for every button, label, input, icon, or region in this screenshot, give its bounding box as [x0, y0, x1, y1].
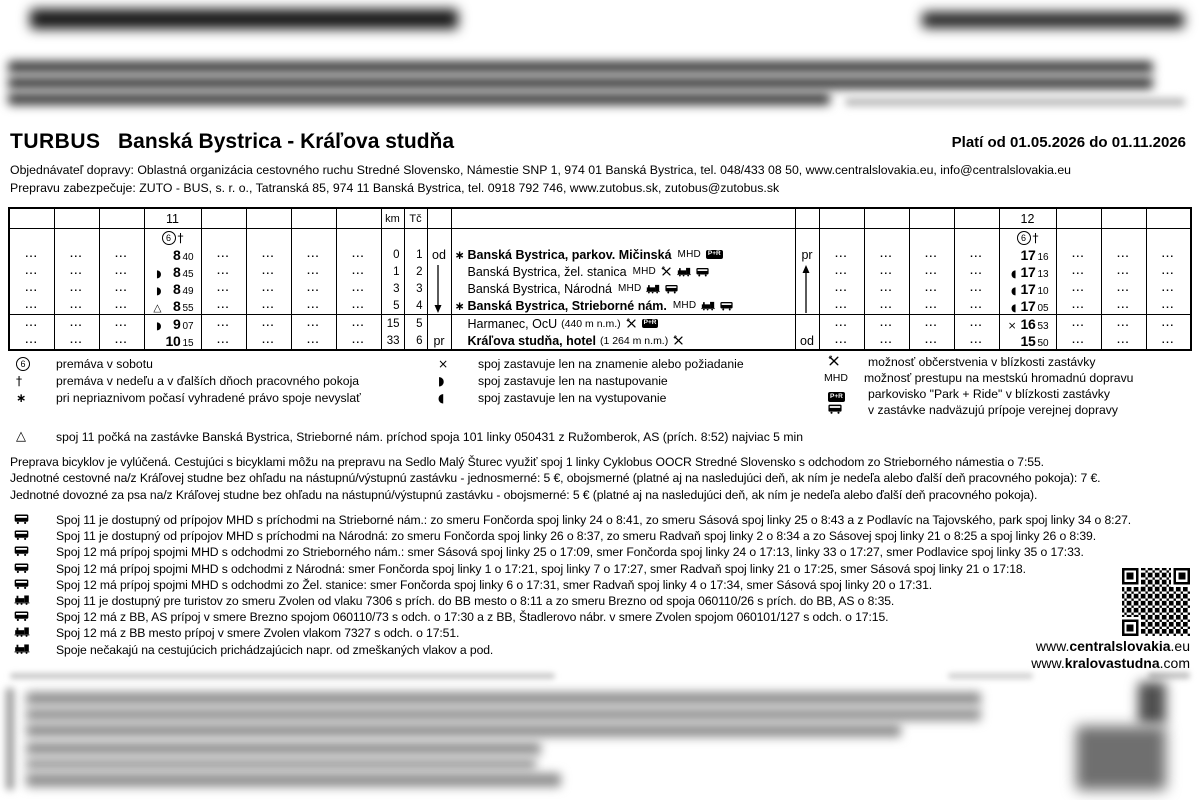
empty-header-cell	[795, 208, 819, 229]
empty-time-cell: ...	[54, 315, 99, 333]
stop-cell	[451, 332, 795, 350]
validity-dates: Platí od 01.05.2026 do 01.11.2026	[951, 134, 1186, 151]
empty-time-cell: ...	[864, 297, 909, 315]
bus-icon	[665, 284, 678, 294]
empty-time-cell: ...	[99, 280, 144, 297]
legend-item: × spoj zastavuje len na znamenie alebo požiadanie	[432, 355, 744, 372]
empty-header-cell	[99, 208, 144, 229]
empty-time-cell: ...	[864, 246, 909, 263]
route-brand: TURBUS	[10, 130, 101, 153]
empty-time-cell: ...	[201, 280, 246, 297]
blurred-bottom-margin-marks	[6, 688, 14, 790]
km-value: 3	[381, 280, 404, 297]
empty-time-cell: ...	[909, 315, 954, 333]
bad-weather-sign-icon: ∗	[454, 298, 465, 313]
note-row: Spoj 11 je dostupný pre turistov zo smeru Zvolen od vlaku 7306 s prích. do BB mesto o 8:11 a zo smeru Brezno od spoja 060110/26 s prích. do BB, AS o 8:35.	[10, 593, 1131, 609]
empty-cell	[54, 229, 99, 247]
blurred-bottom-text-line	[26, 773, 561, 787]
direction-down-arrow	[432, 264, 444, 314]
empty-time-cell: ...	[201, 246, 246, 263]
empty-time-cell: ...	[336, 332, 381, 350]
blurred-bottom-text-line	[26, 692, 981, 705]
stop-name: Banská Bystrica, žel. stanica	[467, 264, 627, 279]
empty-cell	[1101, 229, 1146, 247]
empty-cell	[246, 229, 291, 247]
blurred-bottom-text-line	[26, 742, 541, 755]
park-ride-icon: P+R	[707, 250, 721, 258]
empty-time-cell: ...	[9, 315, 54, 333]
empty-time-cell: ...	[99, 315, 144, 333]
empty-header-cell	[819, 208, 864, 229]
empty-cell	[1146, 229, 1191, 247]
page-title: Banská Bystrica - Kráľova studňa	[118, 130, 455, 153]
fare-line: Jednotné cestovné na/z Kráľovej studne bez ohľadu na nástupnú/výstupnú zastávku - jednosmerné: 5 €, obojsmerné (platné aj na nasledujúci deň, ak ním je nedeľa alebo ďalší deň pracovného pokoja): 7 €.	[10, 471, 1101, 486]
fare-line: Jednotné dovozné za psa na/z Kráľovej studne bez ohľadu na nástupnú/výstupnú zastávku - obojsmerné: 5 € (platné aj na nasledujúci deň, ak ním je nedeľa alebo ďalší deň pracovného pokoja).	[10, 487, 1038, 502]
park-ride-icon: P+R	[830, 392, 843, 400]
tc-value: 2	[404, 263, 427, 280]
empty-time-cell: ...	[54, 332, 99, 350]
blurred-top-title-right	[922, 12, 1184, 28]
route-number-left: 11	[144, 208, 201, 229]
fork-knife-icon	[626, 318, 637, 329]
note-row: Spoj 11 je dostupný od prípojov MHD s príchodmi na Strieborné nám.: zo smeru Fončorda spoj linky 24 o 8:41, zo smeru Sásová spoj linky 25 o 8:43 a z Podlavíc na Tajovského, park spoj linky 34 o 8:27.	[10, 512, 1131, 528]
empty-time-cell: ...	[954, 263, 999, 280]
note-row: Spoj 12 má z BB, AS prípoj v smere Brezno spojom 060110/73 s odch. o 17:30 a z BB, Štadlerovo nábr. v smere Zvolen spojom 060101/127 s odch. o 17:15.	[10, 609, 1131, 625]
mhd-label: MHD	[618, 283, 642, 294]
park-ride-icon: P+R	[643, 319, 657, 327]
mhd-label: MHD	[824, 372, 848, 384]
route-number-right: 12	[999, 208, 1056, 229]
empty-time-cell: ...	[201, 263, 246, 280]
departure-marker: od	[427, 246, 451, 263]
empty-time-cell: ...	[336, 280, 381, 297]
direction-marker	[427, 315, 451, 333]
blurred-bottom-rule	[948, 673, 1033, 679]
empty-header-cell	[201, 208, 246, 229]
blurred-bottom-rule	[1148, 672, 1190, 679]
empty-time-cell: ...	[246, 280, 291, 297]
empty-time-cell: ...	[246, 332, 291, 350]
empty-cell	[864, 229, 909, 247]
stop-name: Kráľova studňa, hotel	[467, 333, 596, 348]
empty-time-cell: ...	[1056, 263, 1101, 280]
empty-time-cell: ...	[1056, 246, 1101, 263]
empty-header-cell	[1056, 208, 1101, 229]
empty-time-cell: ...	[909, 246, 954, 263]
time-cell: ◗ 9 07	[144, 315, 201, 333]
empty-cell	[819, 229, 864, 247]
empty-header-cell	[864, 208, 909, 229]
tc-value: 6	[404, 332, 427, 350]
time-cell: ◖ 17 10	[999, 280, 1056, 297]
empty-time-cell: ...	[819, 315, 864, 333]
empty-cell	[336, 229, 381, 247]
legend-item: ◗ spoj zastavuje len na nastupovanie	[432, 372, 744, 389]
empty-time-cell: ...	[246, 297, 291, 315]
empty-time-cell: ...	[291, 297, 336, 315]
empty-time-cell: ...	[1146, 263, 1191, 280]
empty-time-cell: ...	[291, 280, 336, 297]
empty-time-cell: ...	[9, 246, 54, 263]
empty-time-cell: ...	[954, 332, 999, 350]
empty-time-cell: ...	[201, 315, 246, 333]
note-row: Spoj 12 má z BB mesto prípoj v smere Zvolen vlakom 7327 s odch. o 17:51.	[10, 625, 1131, 641]
arrival-marker: pr	[795, 246, 819, 263]
empty-cell	[404, 229, 427, 247]
stop-cell	[451, 263, 795, 280]
empty-time-cell: ...	[336, 263, 381, 280]
train-icon	[646, 284, 660, 294]
bus-icon	[14, 546, 29, 556]
km-value: 33	[381, 332, 404, 350]
legend-column-3	[822, 354, 1133, 418]
empty-time-cell: ...	[336, 246, 381, 263]
stop-name: Harmanec, OcU	[467, 316, 558, 331]
empty-time-cell: ...	[909, 297, 954, 315]
time-cell: ◗ 8 49	[144, 280, 201, 297]
empty-time-cell: ...	[1146, 246, 1191, 263]
bus-icon	[14, 579, 29, 589]
empty-header-cell	[427, 208, 451, 229]
empty-time-cell: ...	[54, 246, 99, 263]
empty-time-cell: ...	[864, 315, 909, 333]
dagger-sign-icon: †	[16, 373, 23, 388]
mhd-label: MHD	[672, 300, 697, 311]
empty-time-cell: ...	[291, 315, 336, 333]
boarding-only-sign-icon: ◗	[438, 373, 445, 388]
empty-time-cell: ...	[99, 332, 144, 350]
service-sign-cell-right	[999, 229, 1056, 247]
empty-time-cell: ...	[1101, 246, 1146, 263]
time-cell: × 16 53	[999, 315, 1056, 333]
empty-time-cell: ...	[1056, 297, 1101, 315]
empty-header-cell	[451, 208, 795, 229]
empty-time-cell: ...	[1056, 280, 1101, 297]
operator-line: Prepravu zabezpečuje: ZUTO - BUS, s. r. o., Tatranská 85, 974 11 Banská Bystrica, tel. 0918 792 746, www.zutobus.sk, zutobus@zutobus.sk	[10, 181, 780, 195]
note-row: Spoj 11 je dostupný od prípojov MHD s príchodmi na Národná: zo smeru Fončorda spoj linky 26 o 8:37, zo smeru Radvaň spoj linky 2 o 8:34 a zo Sásovej spoj linky 21 o 8:25 a spoj linky 26 o 8:39.	[10, 528, 1131, 544]
empty-time-cell: ...	[246, 315, 291, 333]
empty-cell	[909, 229, 954, 247]
empty-time-cell: ...	[954, 280, 999, 297]
km-header: km	[381, 208, 404, 229]
empty-time-cell: ...	[819, 280, 864, 297]
note-row: Spoj 12 má prípoj spojmi MHD s odchodmi z Národná: smer Fončorda spoj linky 1 o 17:21, spoj linky 7 o 17:27, smer Radvaň spoj linky 21 o 17:25, smer Sásová spoj linky 21 o 17:18.	[10, 561, 1131, 577]
empty-cell	[9, 229, 54, 247]
empty-time-cell: ...	[819, 297, 864, 315]
blurred-top-paragraph-line	[8, 77, 1153, 89]
saturday-sign-icon: 6	[1017, 231, 1031, 245]
bus-icon	[14, 514, 29, 524]
empty-time-cell: ...	[9, 332, 54, 350]
empty-time-cell: ...	[1146, 315, 1191, 333]
blurred-bottom-dark-blob	[1076, 726, 1166, 790]
empty-time-cell: ...	[99, 297, 144, 315]
empty-time-cell: ...	[864, 263, 909, 280]
stop-cell	[451, 297, 795, 315]
fork-knife-icon	[661, 266, 672, 277]
train-icon	[14, 595, 30, 605]
stop-elevation: (1 264 m n.m.)	[599, 334, 669, 347]
empty-header-cell	[954, 208, 999, 229]
legend-item: P+R parkovisko "Park + Ride" v blízkosti zastávky	[830, 387, 1110, 401]
empty-time-cell: ...	[201, 297, 246, 315]
empty-time-cell: ...	[864, 280, 909, 297]
stop-name: Banská Bystrica, Národná	[467, 281, 613, 296]
time-cell: ◖ 17 13	[999, 263, 1056, 280]
empty-time-cell: ...	[99, 263, 144, 280]
empty-time-cell: ...	[291, 246, 336, 263]
fare-info-paragraph	[10, 455, 1100, 504]
legend-item: MHD možnosť prestupu na mestskú hromadnú dopravu	[824, 371, 1134, 385]
empty-cell	[954, 229, 999, 247]
mhd-label: MHD	[632, 266, 656, 277]
empty-header-cell	[1146, 208, 1191, 229]
train-icon	[14, 644, 30, 654]
stop-name: Banská Bystrica, parkov. Mičinská	[467, 247, 672, 262]
legend-item: 6 premáva v sobotu	[10, 355, 361, 372]
empty-cell	[99, 229, 144, 247]
legend-item: ∗ pri nepriaznivom počasí vyhradené právo spoje nevyslať	[10, 389, 361, 406]
stop-cell	[451, 246, 795, 263]
legend-column-1	[10, 355, 361, 406]
empty-time-cell: ...	[336, 315, 381, 333]
tc-value: 1	[404, 246, 427, 263]
website-link-centralslovakia[interactable]: www.centralslovakia.eu	[1035, 638, 1190, 654]
train-icon	[677, 267, 691, 277]
time-cell: ◗ 8 45	[144, 263, 201, 280]
sunday-sign-icon: †	[1032, 230, 1039, 245]
legend-item: † premáva v nedeľu a v ďalších dňoch pracovného pokoja	[10, 372, 361, 389]
timetable	[8, 207, 1192, 353]
bus-icon	[14, 611, 29, 621]
empty-cell	[381, 229, 404, 247]
mhd-label: MHD	[677, 249, 701, 260]
empty-time-cell: ...	[819, 246, 864, 263]
direction-up-arrow	[800, 264, 812, 314]
empty-time-cell: ...	[1146, 297, 1191, 315]
saturday-sign-icon: 6	[16, 357, 30, 371]
empty-header-cell	[9, 208, 54, 229]
bus-icon	[720, 301, 733, 311]
blurred-bottom-text-line	[26, 708, 981, 721]
bus-icon	[14, 563, 29, 573]
legend-item: v zastávke nadväzujú prípoje verejnej dopravy	[822, 402, 1133, 418]
empty-header-cell	[909, 208, 954, 229]
km-value: 5	[381, 297, 404, 315]
empty-time-cell: ...	[1101, 315, 1146, 333]
empty-time-cell: ...	[246, 263, 291, 280]
footer-websites	[1031, 638, 1190, 672]
empty-time-cell: ...	[54, 263, 99, 280]
legend-item: možnosť občerstvenia v blízkosti zastávky	[822, 354, 1133, 370]
empty-time-cell: ...	[99, 246, 144, 263]
empty-cell	[795, 229, 819, 247]
on-request-sign-icon: ×	[438, 356, 449, 371]
departure-marker: od	[795, 332, 819, 350]
website-link-kralovastudna[interactable]: www.kralovastudna.com	[1031, 655, 1190, 671]
blurred-bottom-dark-blob	[1138, 682, 1166, 724]
bad-weather-sign-icon: ∗	[16, 390, 27, 405]
km-value: 0	[381, 246, 404, 263]
empty-time-cell: ...	[864, 332, 909, 350]
time-cell: △ 8 55	[144, 297, 201, 315]
empty-cell	[201, 229, 246, 247]
empty-time-cell: ...	[336, 297, 381, 315]
empty-time-cell: ...	[909, 280, 954, 297]
waiting-connection-note: △ spoj 11 počká na zastávke Banská Bystrica, Strieborné nám. príchod spoja 101 linky 050431 z Ružomberok, AS (prích. 8:52) najviac 5 min	[10, 429, 803, 444]
empty-time-cell: ...	[819, 332, 864, 350]
empty-cell	[1056, 229, 1101, 247]
tc-header: Tč	[404, 208, 427, 229]
empty-header-cell	[246, 208, 291, 229]
km-value: 15	[381, 315, 404, 333]
fork-knife-icon	[828, 355, 840, 367]
blurred-top-paragraph-line	[8, 61, 1153, 73]
empty-time-cell: ...	[1101, 263, 1146, 280]
sunday-sign-icon: †	[177, 230, 184, 245]
tc-value: 4	[404, 297, 427, 315]
blurred-top-title-left	[30, 9, 458, 29]
stop-cell	[451, 280, 795, 297]
empty-time-cell: ...	[246, 246, 291, 263]
legend-item: ◖ spoj zastavuje len na vystupovanie	[432, 389, 744, 406]
empty-time-cell: ...	[9, 263, 54, 280]
alighting-only-sign-icon: ◖	[438, 390, 445, 405]
empty-time-cell: ...	[1146, 332, 1191, 350]
tc-value: 3	[404, 280, 427, 297]
fare-line: Preprava bicyklov je vylúčená. Cestujúci s bicyklami môžu na prepravu na Sedlo Malý Šturec využiť spoj 1 linky Cyklobus OOCR Stredné Slovensko s odchodom zo Strieborného námestia o 7:55.	[10, 455, 1044, 469]
bus-icon	[828, 404, 842, 414]
empty-time-cell: ...	[909, 263, 954, 280]
empty-time-cell: ...	[1101, 297, 1146, 315]
empty-time-cell: ...	[954, 315, 999, 333]
blurred-bottom-text-line	[26, 758, 536, 770]
note-row: Spoje nečakajú na cestujúcich prichádzajúcich napr. od zmeškaných vlakov a pod.	[10, 642, 1131, 658]
train-icon	[14, 627, 30, 637]
time-cell: 10 15	[144, 332, 201, 350]
empty-time-cell: ...	[201, 332, 246, 350]
empty-time-cell: ...	[819, 263, 864, 280]
km-value: 1	[381, 263, 404, 280]
empty-time-cell: ...	[291, 332, 336, 350]
fork-knife-icon	[673, 335, 684, 346]
empty-time-cell: ...	[9, 297, 54, 315]
service-sign-cell-left	[144, 229, 201, 247]
empty-header-cell	[54, 208, 99, 229]
arrival-marker: pr	[427, 332, 451, 350]
empty-time-cell: ...	[1101, 280, 1146, 297]
time-cell: ◖ 17 05	[999, 297, 1056, 315]
blurred-top-rule	[845, 98, 1185, 106]
stop-elevation: (440 m n.m.)	[561, 317, 621, 330]
empty-time-cell: ...	[9, 280, 54, 297]
triangle-sign-icon: △	[16, 429, 26, 444]
empty-time-cell: ...	[954, 297, 999, 315]
time-cell: 8 40	[144, 246, 201, 263]
empty-time-cell: ...	[1146, 280, 1191, 297]
empty-time-cell: ...	[954, 246, 999, 263]
empty-time-cell: ...	[1056, 332, 1101, 350]
legend-column-2	[432, 355, 744, 406]
train-icon	[701, 301, 715, 311]
time-cell: 15 50	[999, 332, 1056, 350]
empty-header-cell	[291, 208, 336, 229]
empty-time-cell: ...	[54, 280, 99, 297]
empty-time-cell: ...	[54, 297, 99, 315]
blurred-top-paragraph-line	[8, 93, 830, 105]
tc-value: 5	[404, 315, 427, 333]
empty-cell	[291, 229, 336, 247]
note-row: Spoj 12 má prípoj spojmi MHD s odchodmi zo Žel. stanice: smer Fončorda spoj linky 6 o 17:31, smer Radvaň spoj linky 4 o 17:34, smer Sásová spoj linky 20 o 17:31.	[10, 577, 1131, 593]
bus-icon	[14, 530, 29, 540]
qr-code	[1122, 568, 1190, 636]
direction-marker	[795, 315, 819, 333]
blurred-bottom-rule	[10, 673, 555, 679]
stop-cell	[451, 315, 795, 333]
saturday-sign-icon: 6	[162, 231, 176, 245]
orderer-line: Objednávateľ dopravy: Oblastná organizácia cestovného ruchu Stredné Slovensko, Námestie SNP 1, 974 01 Banská Bystrica, tel. 048/433 08 50, www.centralslovakia.eu, info@centralslovakia.eu	[10, 163, 1071, 177]
bus-icon	[696, 267, 709, 277]
connection-notes	[10, 512, 1131, 658]
stop-name: Banská Bystrica, Strieborné nám.	[467, 298, 667, 313]
time-cell: 17 16	[999, 246, 1056, 263]
empty-header-cell	[336, 208, 381, 229]
empty-cell	[451, 229, 795, 247]
empty-time-cell: ...	[909, 332, 954, 350]
empty-cell	[427, 229, 451, 247]
empty-time-cell: ...	[1101, 332, 1146, 350]
empty-time-cell: ...	[291, 263, 336, 280]
bad-weather-sign-icon: ∗	[454, 247, 465, 262]
blurred-bottom-text-line	[26, 724, 901, 737]
empty-header-cell	[1101, 208, 1146, 229]
empty-time-cell: ...	[1056, 315, 1101, 333]
note-row: Spoj 12 má prípoj spojmi MHD s odchodmi zo Strieborného nám.: smer Sásová spoj linky 25 o 17:09, smer Fončorda spoj linky 24 o 17:13, linky 33 o 17:27, smer Podlavice spoj linky 35 o 17:33.	[10, 544, 1131, 560]
